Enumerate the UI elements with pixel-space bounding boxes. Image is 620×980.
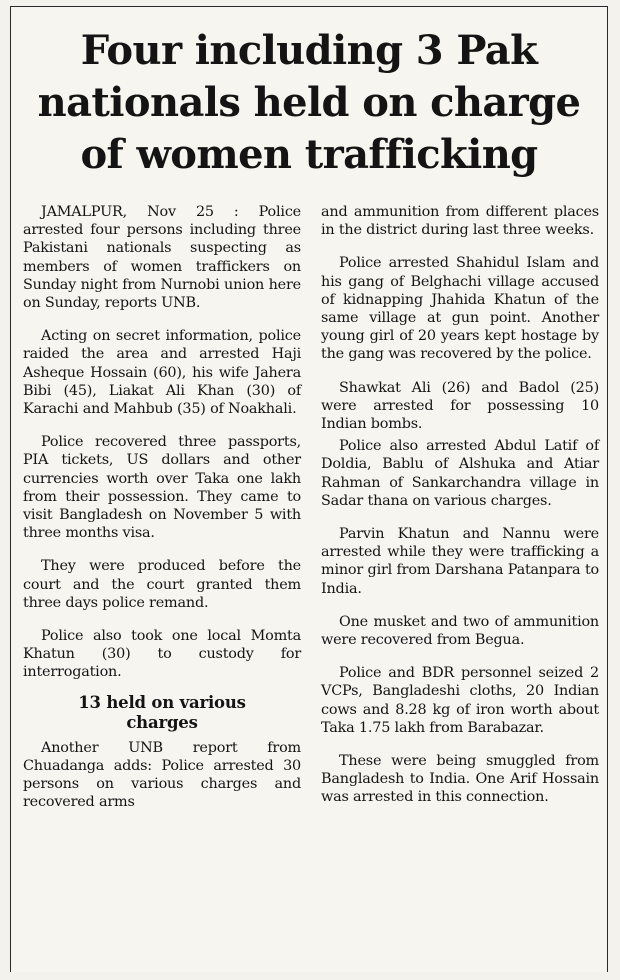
news-clipping xyxy=(10,6,608,972)
paragraph: Another UNB report from Chuadanga adds: Police arrested 30 persons on various charges and recovered arms xyxy=(23,739,301,811)
paragraph: and ammunition from different places in the district during last three weeks. xyxy=(321,204,599,239)
headline-line-2: nationals held on charge xyxy=(37,79,581,126)
paragraph: Police and BDR personnel seized 2 VCPs, Bangladeshi cloths, 20 Indian cows and 8.28 kg of iron worth about Taka 1.75 lakh from Barabazar. xyxy=(321,665,599,736)
paragraph: JAMALPUR, Nov 25 : Police arrested four persons including three Pakistani nationals suspecting as members of women traffickers on Sunday night from Nurnobi union here on Sunday, reports UNB. xyxy=(23,204,301,312)
paragraph: Police also took one local Momta Khatun (30) to custody for interrogation. xyxy=(23,628,301,681)
article-body xyxy=(23,203,599,972)
paragraph: These were being smuggled from Bangladesh to India. One Arif Hossain was arrested in this connection. xyxy=(321,753,599,806)
headline-line-3: of women trafficking xyxy=(80,131,538,178)
paragraph: One musket and two of ammunition were recovered from Begua. xyxy=(321,613,599,649)
subheading-line-1: 13 held on various xyxy=(78,692,246,712)
paragraph: Police recovered three passports, PIA tickets, US dollars and other currencies worth over Taka one lakh from their possession. They came to visit Bangladesh on November 5 with three months visa. xyxy=(23,434,301,542)
paragraph: Police arrested Shahidul Islam and his gang of Belghachi village accused of kidnapping Jhahida Khatun of the same village at gun point. Another young girl of 20 years kept hostage by the gang was recovered by the police. xyxy=(321,255,599,363)
right-column xyxy=(321,203,599,972)
paragraph: They were produced before the court and the court granted them three days police remand. xyxy=(23,558,301,611)
paragraph: Acting on secret information, police raided the area and arrested Haji Asheque Hossain (60), his wife Jahera Bibi (45), Liakat Ali Khan (30) of Karachi and Mahbub (35) of Noakhali. xyxy=(23,328,301,418)
paragraph: Shawkat Ali (26) and Badol (25) were arrested for possessing 10 Indian bombs. xyxy=(321,379,599,433)
paragraph: Police also arrested Abdul Latif of Doldia, Bablu of Alshuka and Atiar Rahman of Sankarchandra village in Sadar thana on various charges. xyxy=(321,438,599,509)
paragraph: Parvin Khatun and Nannu were arrested while they were trafficking a minor girl from Darshana Patanpara to India. xyxy=(321,526,599,597)
headline xyxy=(11,25,607,181)
subheading-line-2: charges xyxy=(126,712,198,732)
headline-line-1: Four including 3 Pak xyxy=(80,27,538,74)
left-column xyxy=(23,203,301,972)
subheading xyxy=(23,693,301,733)
